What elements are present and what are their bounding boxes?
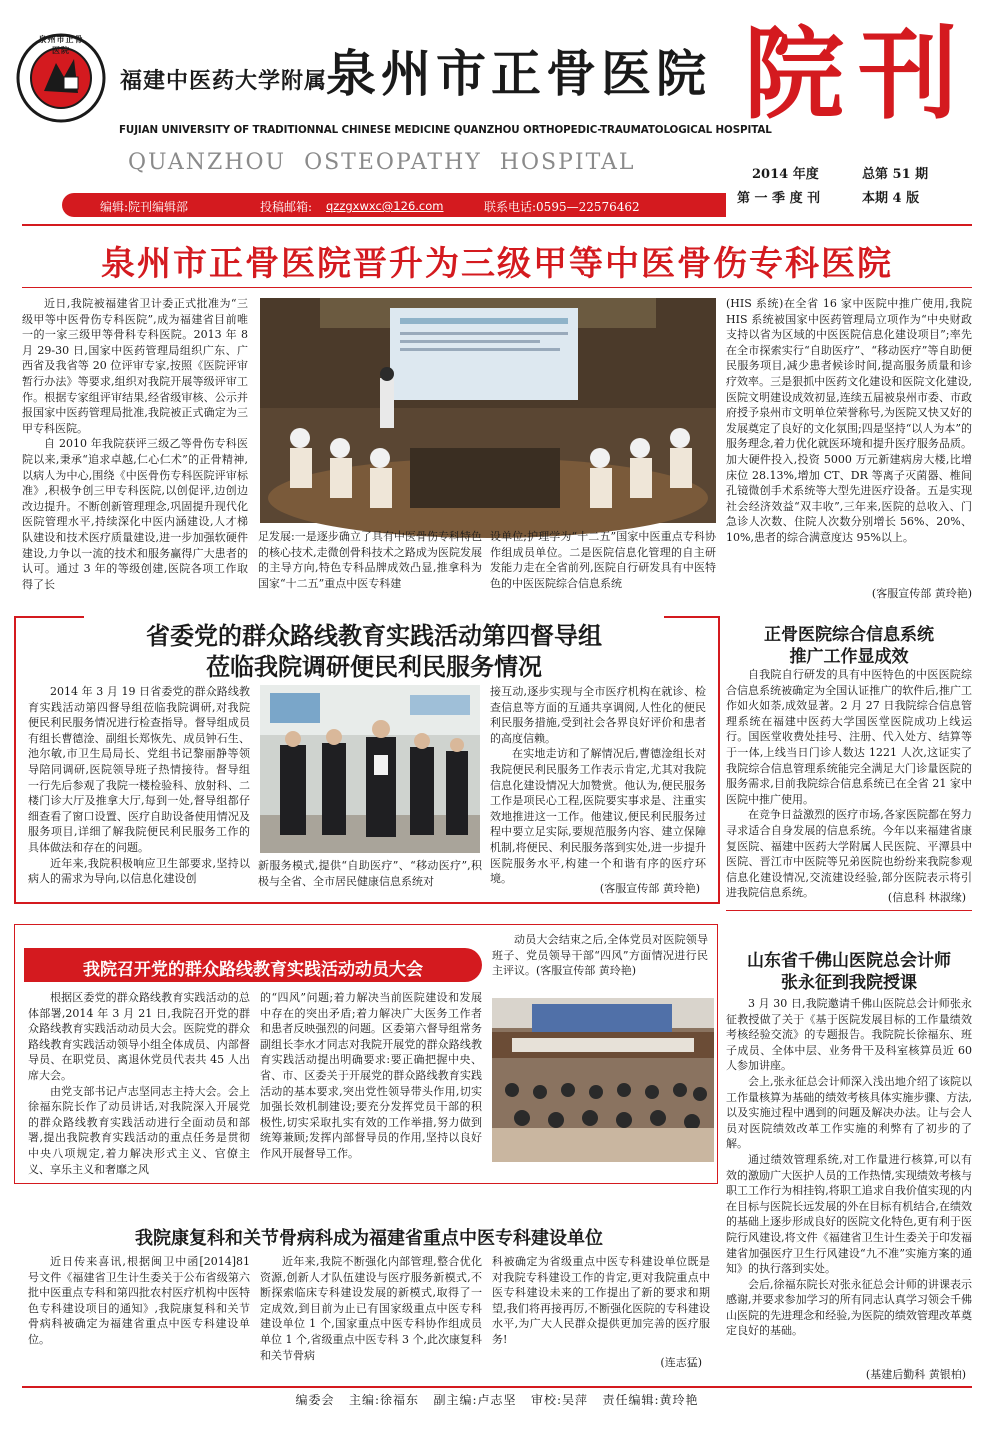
article2-col-2 [258, 858, 482, 894]
masthead [0, 0, 994, 215]
sidebar2-text: 会后,徐福东院长对张永征总会计师的讲课表示感谢,并要求参加学习的所有同志认真学习领会千佛山医院的先进理念和经验,为医院的绩效管理改革奠定良好的基础。 [726, 1277, 972, 1338]
email-link[interactable]: qzzgxwxc@126.com [326, 199, 444, 213]
sidebar1-text: 自我院自行研发的具有中医特色的中医医院综合信息系统被确定为全国认证推广的软件后,推广工作如火如荼,成效显著。2 月 27 日我院综合信息管理系统在福建中医药大学国医堂医院成功上线运行。国医堂收费处挂号、注册、代入处方、结算等于一体,上线当日门诊人数达 1221 人次,这证实了我院综合信息管理系统能完全满足大门诊量医院的服务需求,目前我院综合信息系统已在全省 21 家中医院中推广使用。 [726, 668, 972, 806]
editor-info: 编辑:院刊编辑部 [100, 200, 189, 214]
headline-text: (HIS 系统)在全省 16 家中医院中推广使用,我院 HIS 系统被国家中医药管理局立项作为“中央财政支持以省为区域的中医医院信息化建设项目”;率先在全市探索实行“自助医疗”、“移动医疗”等自助便民服务项目,减少患者候诊时间,提高服务质量和诊疗效率。三是狠抓中医药文化建设和医院文化建设,医院文明建设成效初显,连续五届被泉州市委、市政府授予泉州市文明单位荣誉称号,为医院又快又好的发展奠定了良好的文化氛围;四是坚持“以人为本”的服务理念,着力优化就医环境和提升医疗服务品质。加大硬件投入,投资 5000 万元新建病房大楼,比增床位 28.13%,增加 CT、DR 等离子灭菌器、椎间孔镜微创手术系统等大型先进医疗设备。五是实现社会经济效益“双丰收”,三年来,医院的总收入、门急诊人次数、住院人次数分别增长 56%、20%、10%,患者的综合满意度达 95%以上。 [726, 297, 972, 544]
article3-top-text [492, 932, 708, 982]
issue-edition: 本期 4 版 [862, 191, 920, 206]
headline-col-1 [22, 296, 248, 596]
article2-photo [260, 685, 480, 853]
headline-bottom-rule [22, 287, 972, 288]
article4-col-3 [492, 1254, 710, 1352]
article2-text: 2014 年 3 月 19 日省委党的群众路线教育实践活动第四督导组莅临我院调研,对我院便民利民服务情况进行检查指导。督导组成员有组长曹德淦、副组长郑恢先、成员钟石生、池尔敏,市卫生局局长、党组书记黎丽静等领导陪同调研,医院领导班子热情接待。督导组一行先后参观了我院一楼检验科、放射科、二楼门诊大厅及推拿大厅,每到一处,督导组都仔细查看了窗口设置、医疗自助设备使用情况及服务项目,详细了解我院便民利民服务工作的具体做法和存在的问题。 [28, 685, 250, 854]
footer-committee: 编委会 [295, 1393, 335, 1407]
article2-top-rule [14, 616, 84, 618]
affiliation-text: 福建中医药大学附属 [120, 68, 328, 94]
footer-rule [22, 1386, 972, 1388]
masthead-title: 院刊 [744, 15, 972, 133]
article2-col-1 [28, 684, 250, 894]
article2-text: 在实地走访和了解情况后,曹德淦组长对我院便民利民服务工作表示肯定,尤其对我院信息化建设情况大加赞赏。他认为,便民服务工作是项民心工程,医院要实事求是、注重实效地推进这一工作。他建议,便民利民服务过程中要立足实际,要规范服务内容、建立保障机制,将便民、利民服务落到实处,进一步提升医院服务水平,构建一个和谐有序的医疗环境。 [490, 747, 706, 886]
sidebar2-signature: (基建后勤科 黄银柏) [865, 1368, 966, 1381]
sidebar2-text: 通过绩效管理系统,对工作量进行核算,可以有效的激励广大医护人员的工作热情,实现绩效考核与职工工作行为相挂钩,将职工追求自我价值实现的内在目标与医院长远发展的外在目标有机结合,在绩效的基础上逐步形成良好的医院文化特色,更有利于医院行风建设,将文件《福建省卫生计生委关于印发福建省加强医疗卫生行风建设“九不准”实施方案的通知》的执行落到实处。 [726, 1152, 972, 1276]
headline-col-3 [490, 529, 716, 601]
article4-col-1 [28, 1254, 250, 1374]
headline-text: 近日,我院被福建省卫计委正式批准为“三级甲等中医骨伤专科医院”,成为福建省目前唯一的一家三级甲等骨科专科医院。2013 年 8 月 29-30 日,国家中医药管理局组织广东、广西省及我省等 20 位评审专家,按照《医院评审暂行办法》等要求,组织对我院开展等级评审工作。根据专家组评审结果,经省级审核、公示并报国家中医药管理局批准,我院被正式确定为三甲专科医院。 [22, 297, 248, 435]
sidebar2-title-line2: 张永征到我院授课 [781, 973, 917, 993]
article4-col-2 [260, 1254, 482, 1380]
sidebar2-text: 3 月 30 日,我院邀请千佛山医院总会计师张永征教授做了关于《基于医院发展目标的工作量绩效考核经验交流》的专题报告。我院院长徐福东、班子成员、全体中层、业务骨干及科室核算员近 60 人参加讲座。 [726, 997, 972, 1073]
headline-photo [260, 298, 716, 523]
article4-text: 近年来,我院不断强化内部管理,整合优化资源,创新人才队伍建设与医疗服务新模式,不断探索临床专科建设发展的新模式,取得了一定成效,到目前为止已有国家级重点中医专科建设单位 1 个,国家重点中医专科协作组成员单位 1 个,省级重点中医专科 3 个,此次康复科和关节骨病 [260, 1255, 482, 1362]
sidebar1-title-line1: 正骨医院综合信息系统 [764, 625, 934, 645]
footer-chief: 主编:徐福东 [348, 1393, 419, 1407]
article2-title-line1: 省委党的群众路线教育实践活动第四督导组 [146, 621, 602, 650]
article2-signature: (客服宣传部 黄玲艳) [599, 882, 700, 895]
article3-text: 根据区委党的群众路线教育实践活动的总体部署,2014 年 3 月 21 日,我院召开党的群众路线教育实践活动动员大会。医院党的群众路线教育实践活动领导小组全体成员、内部督导员、在职党员、离退休党员代表共 45 人出席大会。 [28, 991, 250, 1082]
headline-col-4 [726, 296, 972, 584]
footer-review: 审校:吴萍 [530, 1393, 588, 1407]
issue-year: 2014 年度 [752, 167, 819, 182]
phone-info: 联系电话:0595—22576462 [484, 200, 640, 214]
sidebar1-text: 在竞争日益激烈的医疗市场,各家医院都在努力寻求适合自身发展的信息系统。今年以来福建省康复医院、福建中医药大学附属人民医院、平潭县中医院、晋江市中医院等兄弟医院也纷纷来我院参观信息化建设情况,交流建设经验,部分医院表示将引进我院信息系统。 [726, 808, 972, 900]
article2-top-rule [664, 616, 718, 618]
headline-text: 设单位;护理学为“十二五”国家中医重点专科协作组成员单位。二是医院信息化管理的自主研发能力走在全省前列,医院自行研发具有中医特色的中医医院综合信息系统 [490, 530, 716, 590]
article2-text: 新服务模式,提供“自助医疗”、“移动医疗”,积极与全省、全市居民健康信息系统对 [258, 859, 482, 888]
article4-text: 科被确定为省级重点中医专科建设单位既是对我院专科建设工作的肯定,更对我院重点中医专科建设未来的工作提出了新的要求和期望,我们将再接再厉,不断强化医院的专科建设水平,为广大人民群众提供更加完善的医疗服务! [492, 1255, 710, 1346]
sidebar1-signature: (信息科 林淑缘) [887, 891, 966, 904]
headline-col-2 [258, 529, 482, 601]
footer-deputy: 副主编:卢志坚 [433, 1393, 517, 1407]
article3-text: 由党支部书记卢志坚同志主持大会。会上徐福东院长作了动员讲话,对我院深入开展党的群众路线教育实践活动进行全面动员和部署,提出我院教育实践活动的重点任务是贯彻中央八项规定,着力解决形式主义、官僚主义、享乐主义和奢靡之风 [28, 1084, 250, 1176]
email-label: 投稿邮箱: [260, 200, 313, 214]
issue-total: 总第 51 期 [862, 167, 929, 182]
article4-title: 我院康复科和关节骨病科成为福建省重点中医专科建设单位 [135, 1228, 603, 1249]
issue-quarter: 第 一 季 度 刊 [737, 191, 821, 206]
english-name: FUJIAN UNIVERSITY OF TRADITIONNAL CHINESE MEDICINE QUANZHOU ORTHOPEDIC-TRAUMATOLOGICAL HOSPITAL [119, 124, 772, 136]
article2-title-line2: 莅临我院调研便民利民服务情况 [206, 652, 542, 681]
article2-text: 近年来,我院积极响应卫生部要求,坚持以病人的需求为导向,以信息化建设创 [28, 856, 250, 886]
headline-signature: (客服宣传部 黄玲艳) [871, 587, 972, 600]
footer-editor: 责任编辑:黄玲艳 [602, 1393, 699, 1407]
sidebar2-body [726, 996, 972, 1364]
headline-title: 泉州市正骨医院晋升为三级甲等中医骨伤专科医院 [101, 244, 893, 284]
footer-credits [22, 1391, 972, 1408]
article4-signature: (连志猛) [660, 1356, 702, 1369]
headline-top-rule [22, 224, 972, 226]
article3-text: 动员大会结束之后,全体党员对医院领导班子、党员领导干部“四风”方面情况进行民主评议。(客服宣传部 黄玲艳) [492, 933, 708, 978]
article2-text: 接互动,逐步实现与全市医疗机构在就诊、检查信息等方面的互通共享调阅,人性化的便民利民服务措施,受到社会各界良好评价和患者的高度信赖。 [490, 685, 706, 745]
article3-title: 我院召开党的群众路线教育实践活动动员大会 [83, 960, 423, 980]
english-subtitle: QUANZHOU OSTEOPATHY HOSPITAL [128, 150, 636, 175]
hospital-name: 泉州市正骨医院 [326, 44, 711, 103]
article3-text: 的“四风”问题;着力解决当前医院建设和发展中存在的突出矛盾;着力解决广大医务工作者和患者反映强烈的问题。区委第六督导组常务副组长李水才同志对我院开展党的群众路线教育实践活动提出明确要求:要正确把握中央、省、市、区委关于开展党的群众路线教育实践活动的基本要求,突出党性领导带头作用,切实加强长效机制建设;要充分发挥党员干部的积极性,切实采取扎实有效的工作举措,努力做到统筹兼顾;发挥内部督导员的作用,坚持以良好作风开展督导工作。 [260, 991, 482, 1160]
article4-text: 近日传来喜讯,根据闽卫中函[2014]81 号文件《福建省卫生计生委关于公布省级第六批中医重点专科和第四批农村医疗机构中医特色专科建设项目的通知》,我院康复科和关节骨病科被确定为福建省重点中医专科建设单位。 [28, 1255, 250, 1346]
logo-ring-text: 泉州市正骨医院 [38, 34, 84, 55]
article3-col-2 [260, 990, 482, 1176]
sidebar2-title-line1: 山东省千佛山医院总会计师 [747, 951, 951, 971]
sidebar1-bottom-rule [726, 910, 972, 911]
article2-col-3 [490, 684, 706, 886]
article3-col-1 [28, 990, 250, 1176]
headline-text: 自 2010 年我院获评三级乙等骨伤专科医院以来,秉承“追求卓越,仁心仁术”的正骨精神,以病人为中心,围绕《中医骨伤专科医院评审标准》,积极争创三甲专科医院,以创促评,边创边改边提升。不断创新管理理念,巩固提升现代化医院管理水平,持续深化中医内涵建设,人才梯队建设和技术医疗质量建设,进一步加强软硬件建设,力争以一流的技术和服务赢得广大患者的认可。通过 3 年的等级创建,医院各项工作取得了长 [22, 437, 248, 591]
article3-photo [492, 998, 714, 1162]
sidebar1-title-line2: 推广工作显成效 [789, 647, 909, 667]
headline-text: 足发展:一是逐步确立了具有中医骨伤专科特色的核心技术,走微创骨科技术之路成为医院发展的主导方向,特色专科品牌成效凸显,推拿科为国家“十二五”重点中医专科建 [258, 530, 482, 590]
sidebar2-text: 会上,张永征总会计师深入浅出地介绍了该院以工作量核算为基础的绩效考核具体实施步骤、方法,以及实施过程中遇到的问题及解决办法。让与会人员对医院绩效改革工作实施的利弊有了初步的了解。 [726, 1074, 972, 1151]
